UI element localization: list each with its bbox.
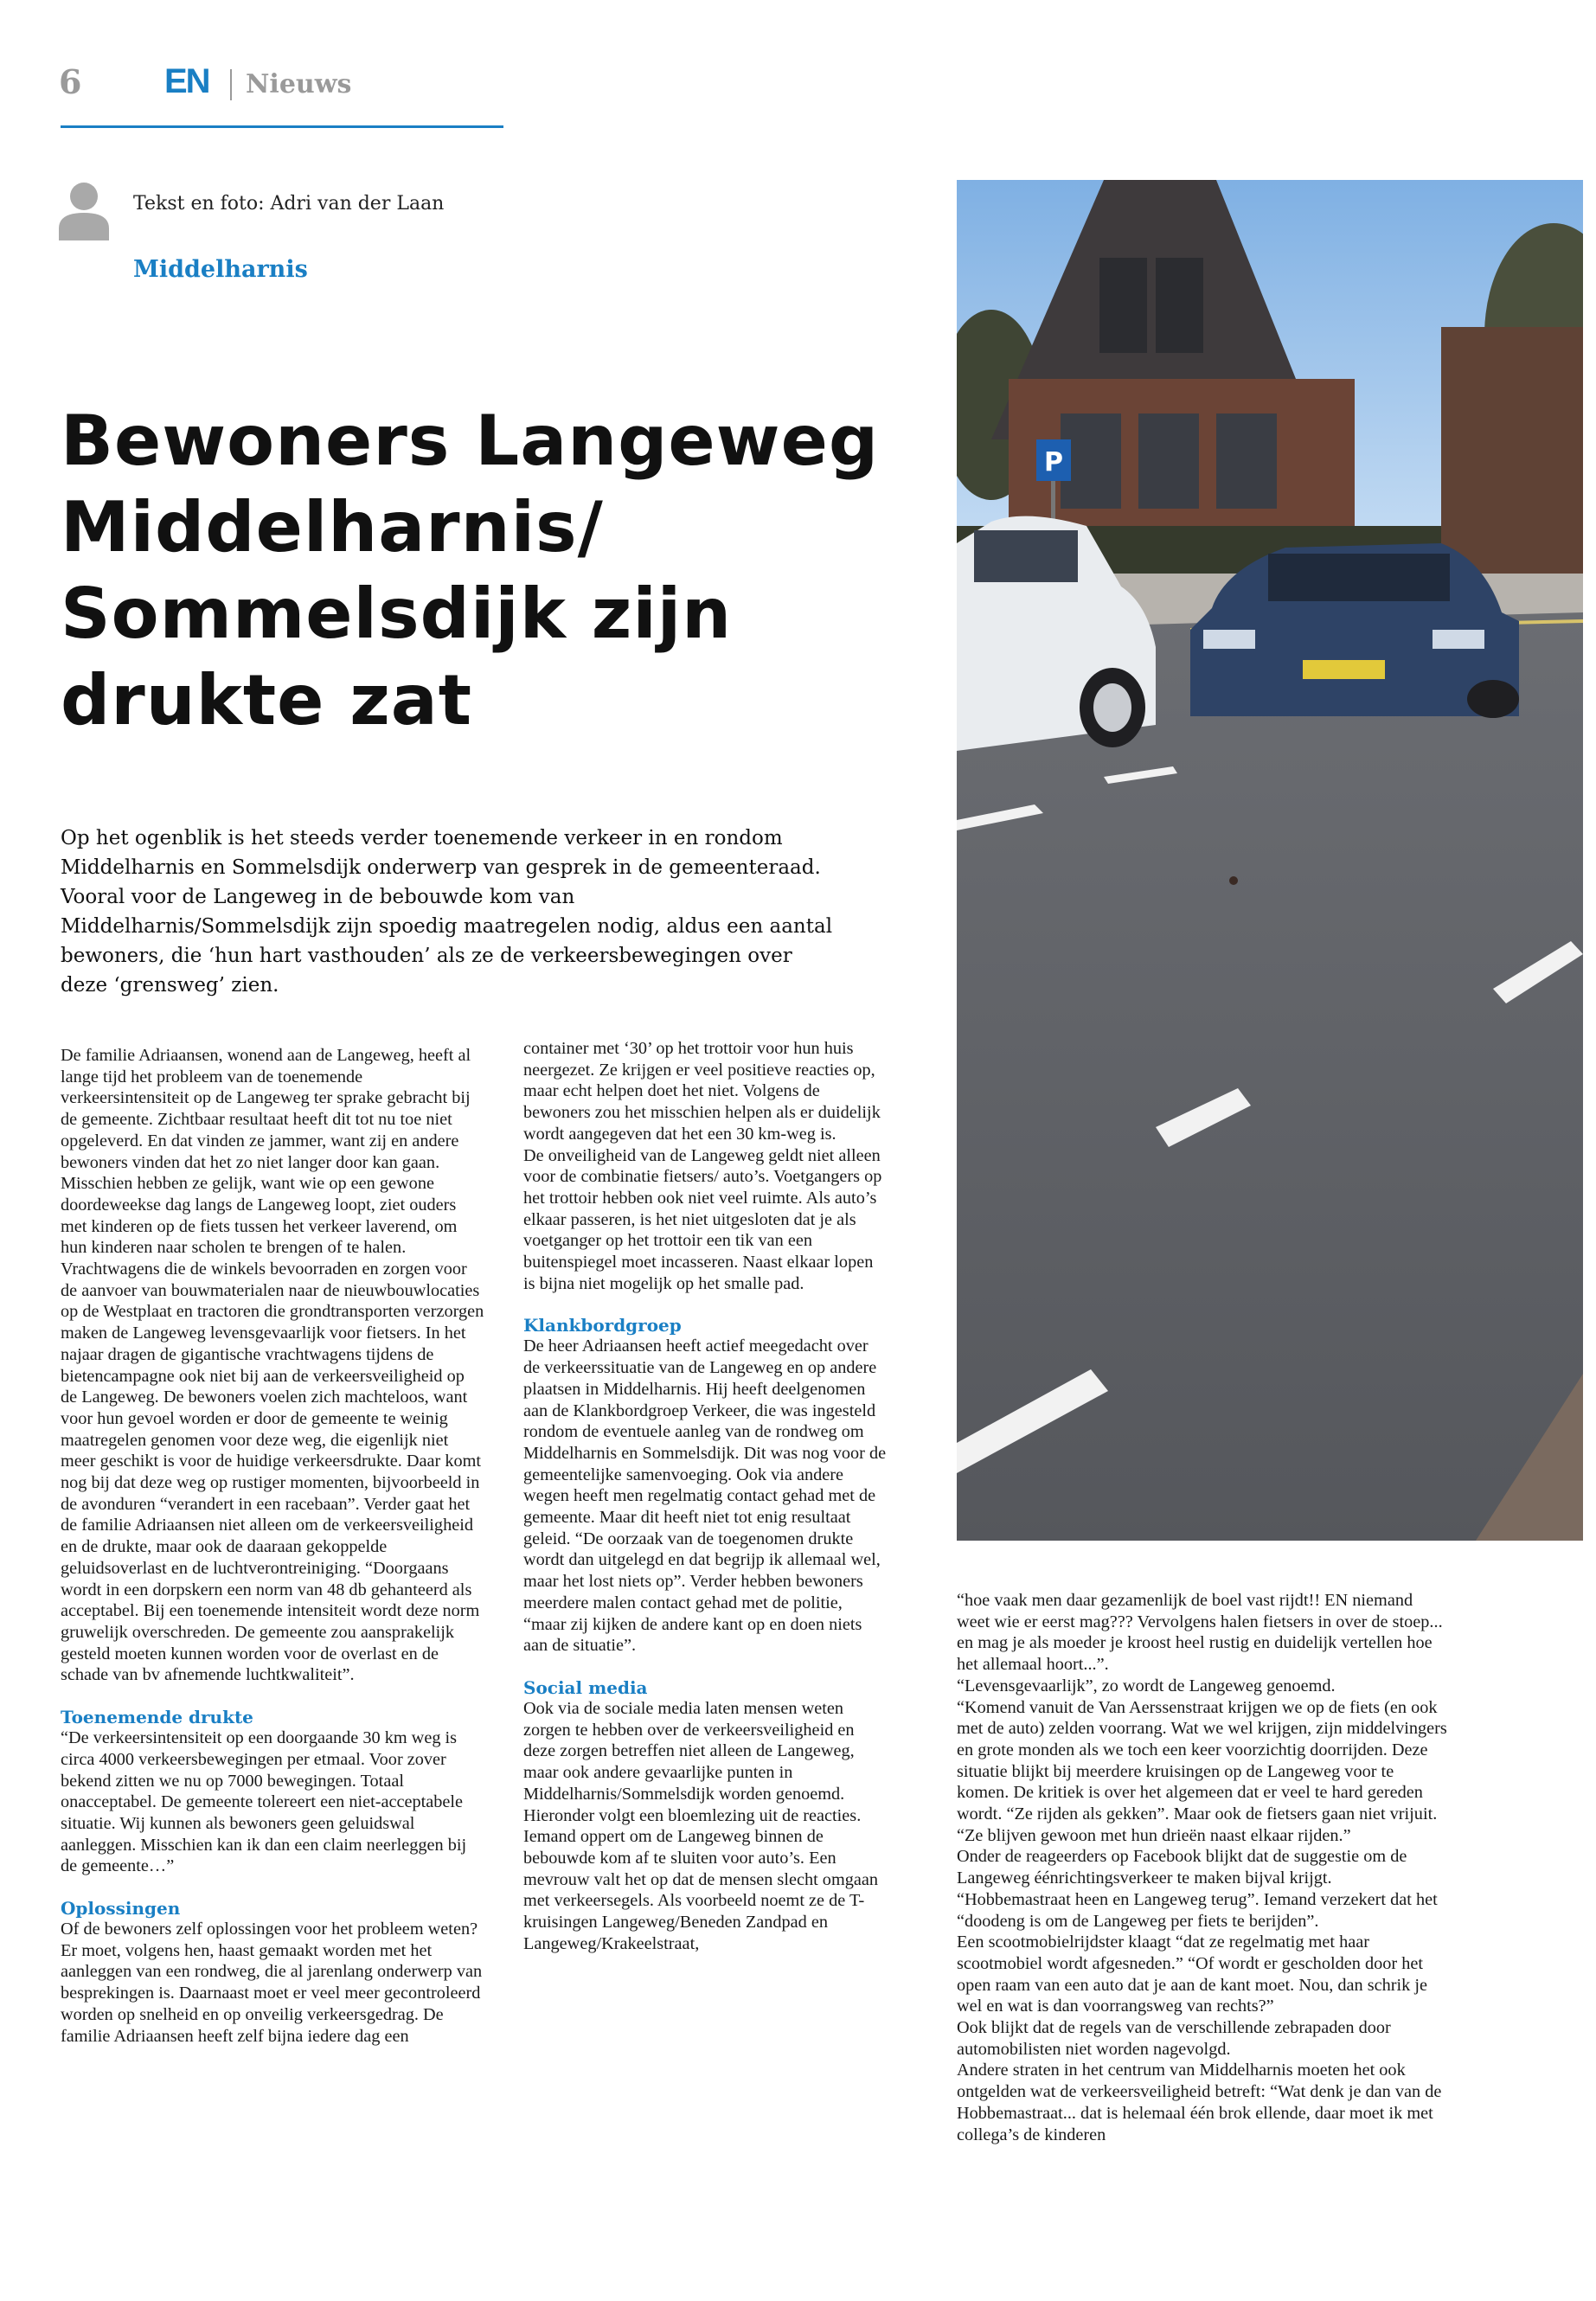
car-window bbox=[974, 530, 1078, 582]
street-photo bbox=[957, 180, 1583, 1541]
article-column-2 bbox=[523, 1038, 887, 1954]
body-paragraph: “hoe vaak men daar gezamenlijk de boel vast rijdt!! EN niemand weet wie er eerst mag??? Vervolgens halen fietsers in over de stoep... en mag je als moeder je kroost heel rustig en duidelijk vertellen hoe het allemaal hoort...”. bbox=[957, 1591, 1443, 1675]
body-paragraph: Iemand oppert om de Langeweg binnen de bebouwde kom af te sluiten voor auto’s. Een mevrouw valt het op dat de mensen slecht omgaan met verkeersegels. Als voorbeeld noemt ze de T-kruisingen Langeweg/Beneden Zandpad en Langeweg/Krakeelstraat, bbox=[523, 1827, 879, 1953]
car-headlight bbox=[1203, 630, 1255, 649]
header-divider bbox=[230, 69, 232, 100]
parking-sign-letter: P bbox=[1044, 447, 1063, 478]
car-wheel bbox=[1467, 680, 1519, 718]
body-paragraph: Onder de reageerders op Facebook blijkt dat de suggestie om de Langeweg éénrichtingsverkeer te maken bijval krijgt. “Hobbemastraat heen en Langeweg terug”. Iemand verzekert dat het “doodeng is om de Langeweg per fiets te berijden”. bbox=[957, 1847, 1438, 1931]
section-label: Nieuws bbox=[246, 69, 352, 99]
subheading: Social media bbox=[523, 1676, 648, 1698]
subheading: Klankbordgroep bbox=[523, 1315, 682, 1336]
house-window bbox=[1156, 258, 1203, 353]
subheading: Oplossingen bbox=[61, 1898, 181, 1920]
body-paragraph: De heer Adriaansen heeft actief meegedacht over de verkeerssituatie van de Langeweg en op andere plaatsen in Middelharnis. Hij heeft deelgenomen aan de Klankbordgroep Verkeer, die was ingesteld rondom de eventuele aanleg van de rondweg om Middelharnis en Sommelsdijk. Dit was nog voor de gemeentelijke samenvoeging. Ook via andere wegen heeft men regelmatig contact gehad met de gemeente. Maar dit heeft niet tot enig resultaat geleid. “De oorzaak van de toegenomen drukte wordt dan uitgelegd en dat begrijp ik allemaal wel, maar het lost niets op”. Verder hebben bewoners meerdere malen contact gehad met de politie, “maar zij kijken de andere kant op en doen niets aan de situatie”. bbox=[523, 1336, 887, 1656]
car-window bbox=[1268, 554, 1450, 601]
road-debris bbox=[1229, 876, 1238, 885]
body-paragraph: Andere straten in het centrum van Middelharnis moeten het ook ontgelden wat de verkeersveiligheid betreft: “Wat denk je dan van de Hobbemastraat... dat is helemaal één brok ellende, daar moet ik met collega’s de kinderen bbox=[957, 2061, 1442, 2144]
newspaper-logo: EN bbox=[164, 62, 209, 100]
body-paragraph: “De verkeersintensiteit op een doorgaande 30 km weg is circa 4000 verkeersbewegingen per etmaal. Voor zover bekend zitten we nu op 7000 bewegingen. Totaal onacceptabel. De gemeente tolereert een niet-acceptabele situatie. Wij kunnen als bewoners geen geluidswal aanleggen. Misschien kan ik dan een claim neerleggen bij de gemeente…” bbox=[61, 1728, 467, 1876]
body-paragraph: Of de bewoners zelf oplossingen voor het probleem weten? Er moet, volgens hen, haast gemaakt worden met het aanleggen van een rondweg, die al jarenlang onderwerp van besprekingen is. Daarnaast moet er veel meer gecontroleerd worden op snelheid en op onveilig verkeersgedrag. De familie Adriaansen heeft zelf bijna iedere dag een bbox=[61, 1920, 483, 2046]
body-paragraph: Ook blijkt dat de regels van de verschillende zebrapaden door automobilisten niet worden nagevolgd. bbox=[957, 2018, 1391, 2059]
body-paragraph: “Komend vanuit de Van Aerssenstraat krijgen we op de fiets (en ook met de auto) zelden voorrang. Wat we wel krijgen, zijn middelvingers en grote monden als we toch een keer voorzichtig doorrijden. Deze situatie blijkt bij meerdere kruisingen op de Langeweg voor te komen. De kritiek is over het algemeen dat er veel te hard gereden wordt. “Ze rijden als gekken”. Maar ook de fietsers gaan niet vrijuit. “Ze blijven gewoon met hun drieën naast elkaar rijden.” bbox=[957, 1697, 1447, 1845]
author-byline: Tekst en foto: Adri van der Laan bbox=[133, 193, 445, 215]
dateline-location: Middelharnis bbox=[133, 256, 308, 283]
body-paragraph: Ook via de sociale media laten mensen weten zorgen te hebben over de verkeersveiligheid en deze zorgen betreffen niet alleen de Langeweg, maar ook andere gevaarlijke punten in Middelharnis/Sommelsdijk worden genoemd. Hieronder volgt een bloemlezing uit de reacties. bbox=[523, 1698, 862, 1825]
subheading: Toenemende drukte bbox=[61, 1707, 253, 1728]
brick-house bbox=[1441, 327, 1583, 578]
house-window bbox=[1099, 258, 1147, 353]
car-headlight bbox=[1433, 630, 1484, 649]
body-paragraph: De familie Adriaansen, wonend aan de Langeweg, heeft al lange tijd het probleem van de toenemende verkeersintensiteit op de Langeweg ter sprake gebracht bij de gemeente. Zichtbaar resultaat heeft dit tot nu toe niet opgeleverd. En dat vinden ze jammer, want zij en andere bewoners vinden dat het zo niet langer door kan gaan. Misschien hebben ze gelijk, want wie op een gewone doordeweekse dag langs de Langeweg loopt, ziet ouders met kinderen op de fiets tussen het verkeer laverend, om hun kinderen naar scholen te brengen of te halen. Vrachtwagens die de winkels bevoorraden en zorgen voor de aanvoer van bouwmaterialen naar de nieuwbouwlocaties op de Westplaat en tractoren die grondtransporten verzorgen maken de Langeweg levensgevaarlijk voor fietsers. In het najaar dragen de gigantische vrachtwagens tijdens de bietencampagne ook niet bij aan de verkeersveiligheid op de Langeweg. De bewoners voelen zich machteloos, want voor hun gevoel worden er door de gemeente te weinig maatregelen genomen voor deze weg, die eigenlijk niet meer geschikt is voor de huidige verkeersdrukte. Daar komt nog bij dat deze weg op rustiger momenten, bijvoorbeeld in de avonduren “verandert in een racebaan”. Verder gaat het de familie Adriaansen niet alleen om de verkeersveiligheid en de drukte, maar ook de daaraan gekoppelde geluidsoverlast en de luchtverontreiniging. “Doorgaans wordt in een dorpskern een norm van 48 db gehanteerd als acceptabel. Bij een toenemende intensiteit wordt deze norm gruwelijk overschreden. De gemeente zou aansprakelijk gesteld moeten kunnen worden voor de overlast en de schade van bv afnemende luchtkwaliteit”. bbox=[61, 1046, 484, 1685]
body-paragraph: De onveiligheid van de Langeweg geldt niet alleen voor de combinatie fietsers/ auto’s. Voetgangers op het trottoir hebben ook niet veel ruimte. Als auto’s elkaar passeren, is het niet uitgesloten dat je als voetganger op het trottoir een tik van een buitenspiegel moet incasseren. Naast elkaar lopen is bijna niet mogelijk op het smalle pad. bbox=[523, 1145, 882, 1293]
article-column-1 bbox=[61, 1045, 484, 2047]
page-number: 6 bbox=[59, 62, 82, 101]
body-paragraph: “Levensgevaarlijk”, zo wordt de Langeweg genoemd. bbox=[957, 1676, 1336, 1695]
house-window bbox=[1216, 413, 1277, 509]
license-plate bbox=[1303, 660, 1385, 679]
header-rule bbox=[61, 125, 503, 128]
article-column-3 bbox=[957, 1590, 1450, 2145]
car-wheel-rim bbox=[1093, 683, 1131, 732]
body-paragraph: container met ‘30’ op het trottoir voor hun huis neergezet. Ze krijgen er veel positieve reacties op, maar echt helpen doet het niet. Volgens de bewoners zou het misschien helpen als er duidelijk wordt aangegeven dat het een 30 km-weg is. bbox=[523, 1039, 881, 1144]
article-headline: Bewoners Langeweg Middelharnis/ Sommelsdijk zijn drukte zat bbox=[61, 401, 880, 740]
body-paragraph: Een scootmobielrijdster klaagt “dat ze regelmatig met haar scootmobiel wordt afgesneden.” “Of wordt er gescholden door het open raam van een auto dat je aan de kant moet. Nou, dan schrik je wel en wat is dan voorrangsweg van rechts?” bbox=[957, 1932, 1428, 2016]
article-lead: Op het ogenblik is het steeds verder toenemende verkeer in en rondom Middelharnis en Sommelsdijk onderwerp van gesprek in de gemeenteraad. Vooral voor de Langeweg in de bebouwde kom van Middelharnis/Sommelsdijk zijn spoedig maatregelen nodig, aldus een aantal bewoners, die ‘hun hart vasthouden’ als ze de verkeersbewegingen over deze ‘grensweg’ zien. bbox=[61, 827, 833, 997]
person-silhouette-icon bbox=[59, 180, 109, 240]
house-window bbox=[1138, 413, 1199, 509]
